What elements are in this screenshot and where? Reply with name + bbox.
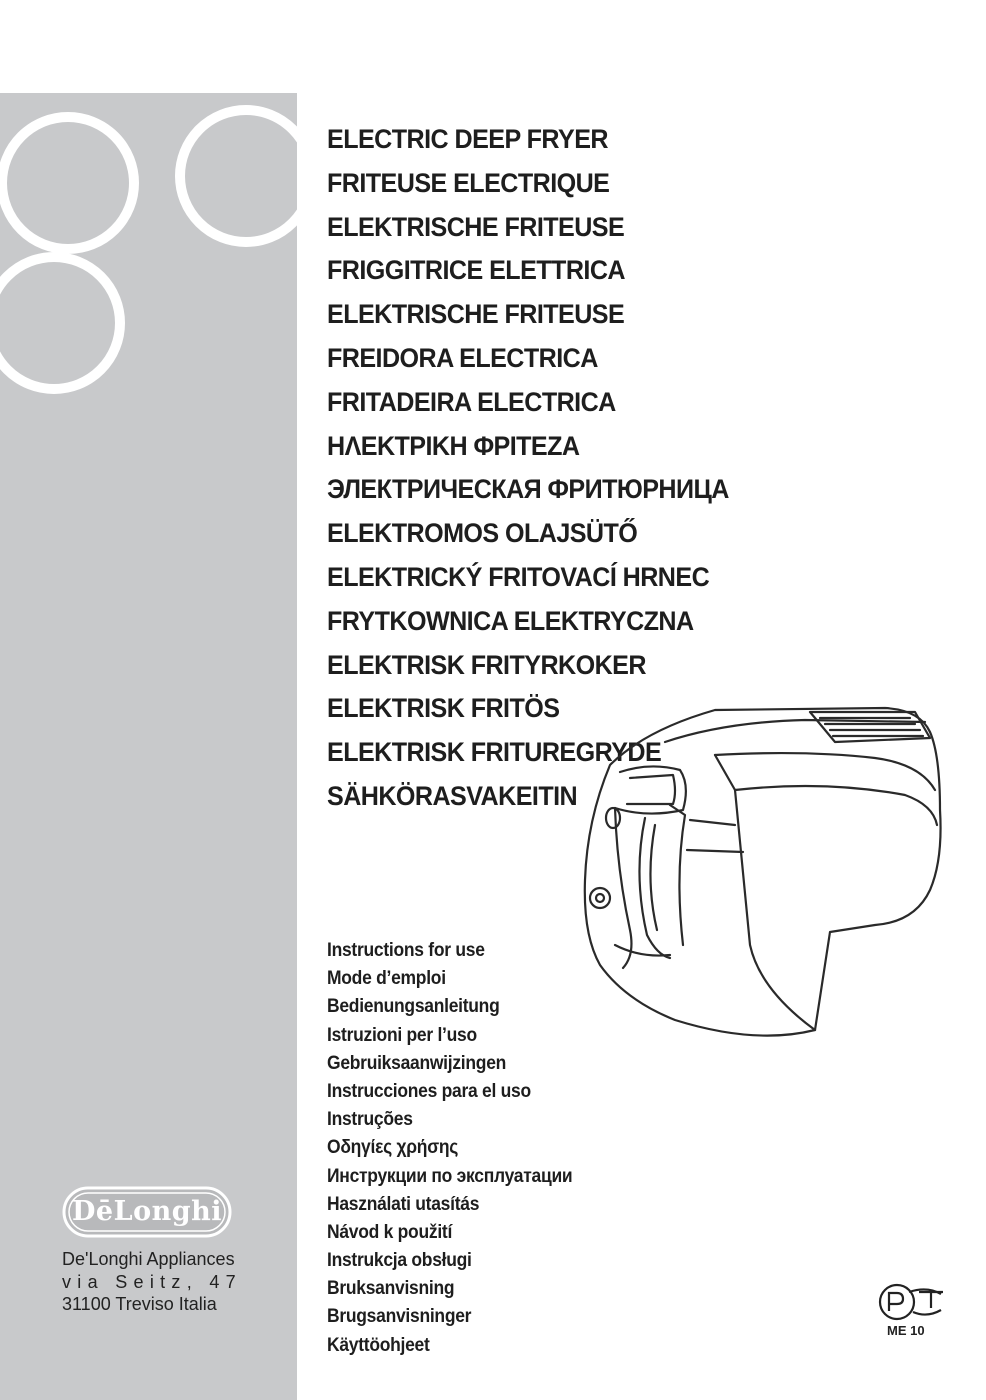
product-title: ELEKTRICKÝ FRITOVACÍ HRNEC bbox=[327, 561, 710, 592]
product-title: FRIGGITRICE ELETTRICA bbox=[327, 255, 625, 286]
instructions-title: Bruksanvisning bbox=[327, 1278, 455, 1300]
product-title: ELEKTRISK FRITÖS bbox=[327, 693, 560, 724]
circle-decoration bbox=[0, 257, 120, 389]
instructions-title: Instrucciones para el uso bbox=[327, 1080, 531, 1102]
certification-code: ME 10 bbox=[887, 1323, 925, 1338]
product-title: ELEKTROMOS OLAJSÜTŐ bbox=[327, 518, 638, 549]
instructions-title: Használati utasítás bbox=[327, 1193, 480, 1215]
instructions-title: Käyttöohjeet bbox=[327, 1334, 430, 1356]
product-title: FRITADEIRA ELECTRICA bbox=[327, 386, 616, 417]
instructions-title: Istruzioni per l’uso bbox=[327, 1024, 477, 1046]
product-title: ELEKTRISK FRITUREGRYDE bbox=[327, 737, 662, 768]
product-title: FREIDORA ELECTRICA bbox=[327, 342, 598, 373]
gost-certification-mark bbox=[875, 1282, 947, 1322]
product-title: SÄHKÖRASVAKEITIN bbox=[327, 780, 578, 811]
instructions-title: Οδηγίες χρήσης bbox=[327, 1137, 459, 1159]
instructions-title: Návod k použití bbox=[327, 1221, 453, 1243]
company-address bbox=[62, 1248, 242, 1316]
logo-text: DēLonghi bbox=[72, 1196, 222, 1227]
instructions-title: Gebruiksaanwijzingen bbox=[327, 1052, 507, 1074]
fryer-illustration bbox=[575, 700, 955, 1045]
instructions-title: Instrukcja obsługi bbox=[327, 1250, 472, 1272]
product-title: FRITEUSE ELECTRIQUE bbox=[327, 167, 610, 198]
company-city: 31100 Treviso Italia bbox=[62, 1294, 217, 1314]
instructions-title: Mode d’emploi bbox=[327, 968, 446, 990]
product-title: ELEKTRISK FRITYRKOKER bbox=[327, 649, 646, 680]
product-title: FRYTKOWNICA ELEKTRYCZNA bbox=[327, 605, 694, 636]
circle-decoration bbox=[180, 110, 297, 242]
product-title: ELEKTRISCHE FRITEUSE bbox=[327, 211, 625, 242]
instructions-title: Instructions for use bbox=[327, 940, 485, 961]
instructions-title: Инструкции по эксплуатации bbox=[327, 1165, 573, 1187]
circle-decoration bbox=[2, 117, 134, 249]
instructions-title: Brugsanvisninger bbox=[327, 1306, 472, 1328]
product-title: ELECTRIC DEEP FRYER bbox=[327, 124, 609, 154]
company-name: De'Longhi Appliances bbox=[62, 1249, 235, 1269]
product-title: ELEKTRISCHE FRITEUSE bbox=[327, 299, 625, 330]
product-title: ΗΛΕΚΤΡΙΚΗ ΦΡΙΤΕΖΑ bbox=[327, 430, 580, 461]
instructions-title: Instruções bbox=[327, 1109, 413, 1131]
product-title: ЭЛЕКТРИЧЕСКАЯ ФРИТЮРНИЦА bbox=[327, 474, 729, 505]
instructions-title: Bedienungsanleitung bbox=[327, 996, 500, 1018]
company-street: via Seitz, 47 bbox=[62, 1271, 242, 1292]
instructions-title-list bbox=[327, 937, 594, 1360]
